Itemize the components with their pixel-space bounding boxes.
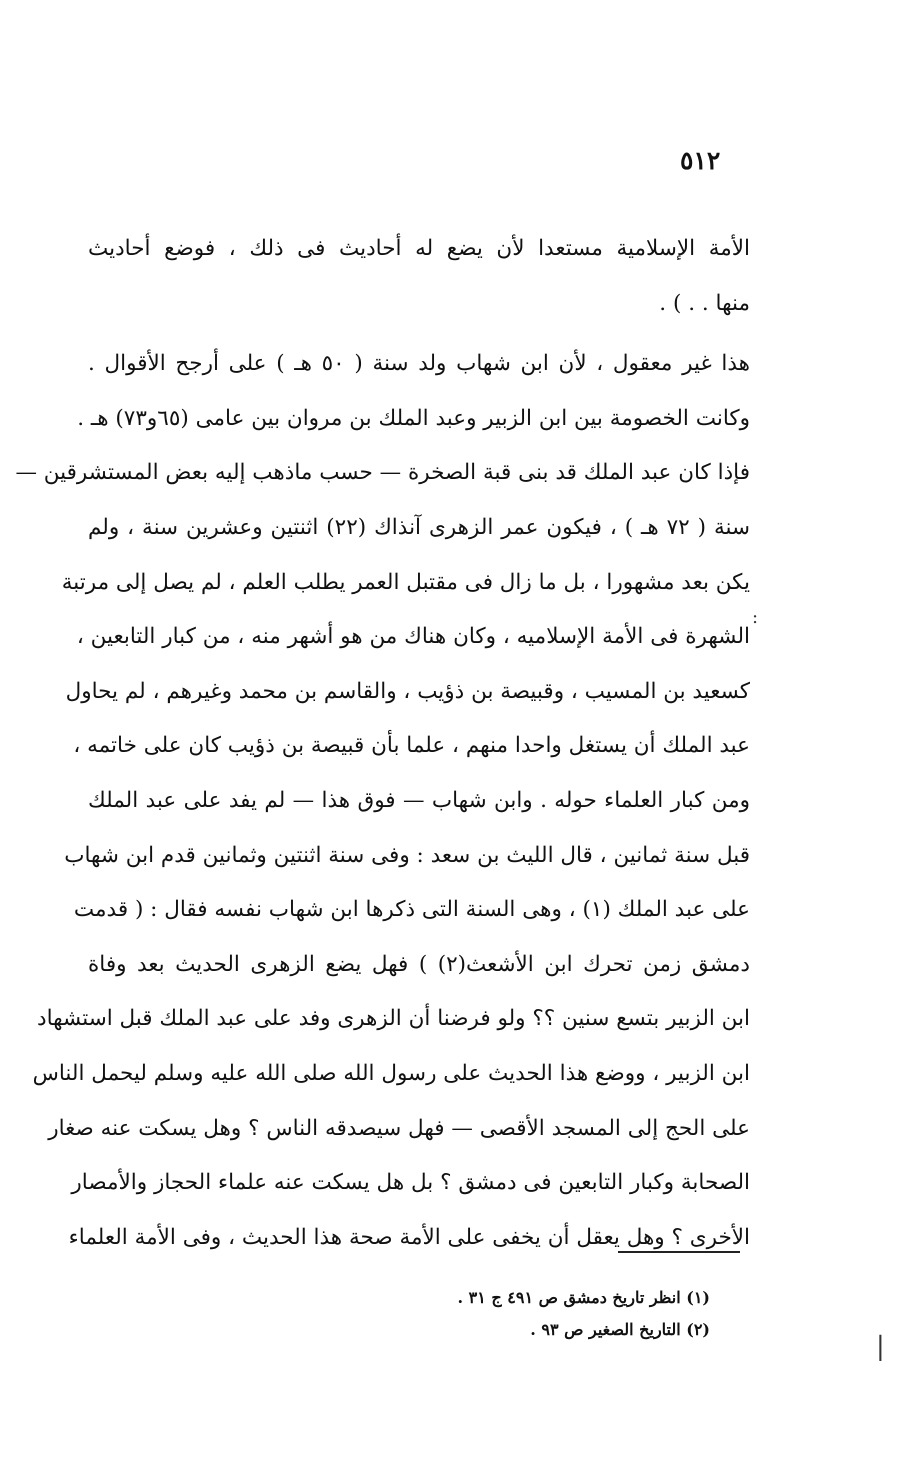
text-line: ومن كبار العلماء حوله . وابن شهاب — فوق هذا — لم يفد على عبد الملك	[88, 787, 750, 813]
text-line: سنة ( ٧٢ هـ ) ، فيكون عمر الزهرى آنذاك (٢٢) اثنتين وعشرين سنة ، ولم	[88, 514, 750, 540]
margin-scan-mark: |	[876, 1332, 885, 1362]
text-line: على عبد الملك (١) ، وهى السنة التى ذكرها ابن شهاب نفسه فقال : ( قدمت	[73, 897, 750, 923]
text-line: ابن الزبير ، ووضع هذا الحديث على رسول الله صلى الله عليه وسلم ليحمل الناس	[32, 1060, 750, 1086]
footnote-1: (١) انظر تاريخ دمشق ص ٤٩١ ج ٣١ .	[457, 1288, 710, 1307]
footnote-divider	[618, 1251, 740, 1253]
text-line: يكن بعد مشهورا ، بل ما زال فى مقتبل العمر يطلب العلم ، لم يصل إلى مرتبة	[61, 569, 750, 595]
text-line: وكانت الخصومة بين ابن الزبير وعبد الملك بن مروان بين عامى (٦٥و٧٣) هـ .	[77, 405, 750, 431]
text-line: كسعيد بن المسيب ، وقبيصة بن ذؤيب ، والقاسم بن محمد وغيرهم ، لم يحاول	[65, 678, 750, 704]
footnotes	[380, 1282, 710, 1346]
text-line: الأخرى ؟ وهل يعقل أن يخفى على الأمة صحة هذا الحديث ، وفى الأمة العلماء	[68, 1224, 750, 1250]
text-line: هذا غير معقول ، لأن ابن شهاب ولد سنة ( ٥٠ هـ ) على أرجح الأقوال .	[88, 351, 750, 377]
text-line: دمشق زمن تحرك ابن الأشعث(٢) ) فهل يضع الزهرى الحديث بعد وفاة	[88, 951, 750, 977]
margin-scan-mark: :	[752, 607, 759, 628]
text-line: منها . . ) .	[659, 290, 750, 316]
text-line: الأمة الإسلامية مستعدا لأن يضع له أحاديث فى ذلك ، فوضع أحاديث	[88, 236, 750, 261]
text-line: عبد الملك أن يستغل واحدا منهم ، علما بأن قبيصة بن ذؤيب كان على خاتمه ،	[73, 733, 750, 759]
main-text	[15, 222, 750, 1265]
text-line: فإذا كان عبد الملك قد بنى قبة الصخرة — حسب ماذهب إليه بعض المستشرقين —	[15, 460, 750, 486]
text-line: قبل سنة ثمانين ، قال الليث بن سعد : وفى سنة اثنتين وثمانين قدم ابن شهاب	[64, 842, 750, 868]
page-number: ٥١٢	[680, 146, 721, 175]
text-line: ابن الزبير بتسع سنين ؟؟ ولو فرضنا أن الزهرى وفد على عبد الملك قبل استشهاد	[37, 1006, 750, 1032]
footnote-2: (٢) التاريخ الصغير ص ٩٣ .	[530, 1320, 710, 1339]
text-line: الصحابة وكبار التابعين فى دمشق ؟ بل هل يسكت عنه علماء الحجاز والأمصار	[71, 1170, 750, 1196]
text-line: على الحج إلى المسجد الأقصى — فهل سيصدقه الناس ؟ وهل يسكت عنه صغار	[48, 1115, 750, 1141]
text-line: الشهرة فى الأمة الإسلاميه ، وكان هناك من هو أشهر منه ، من كبار التابعين ،	[76, 624, 750, 650]
